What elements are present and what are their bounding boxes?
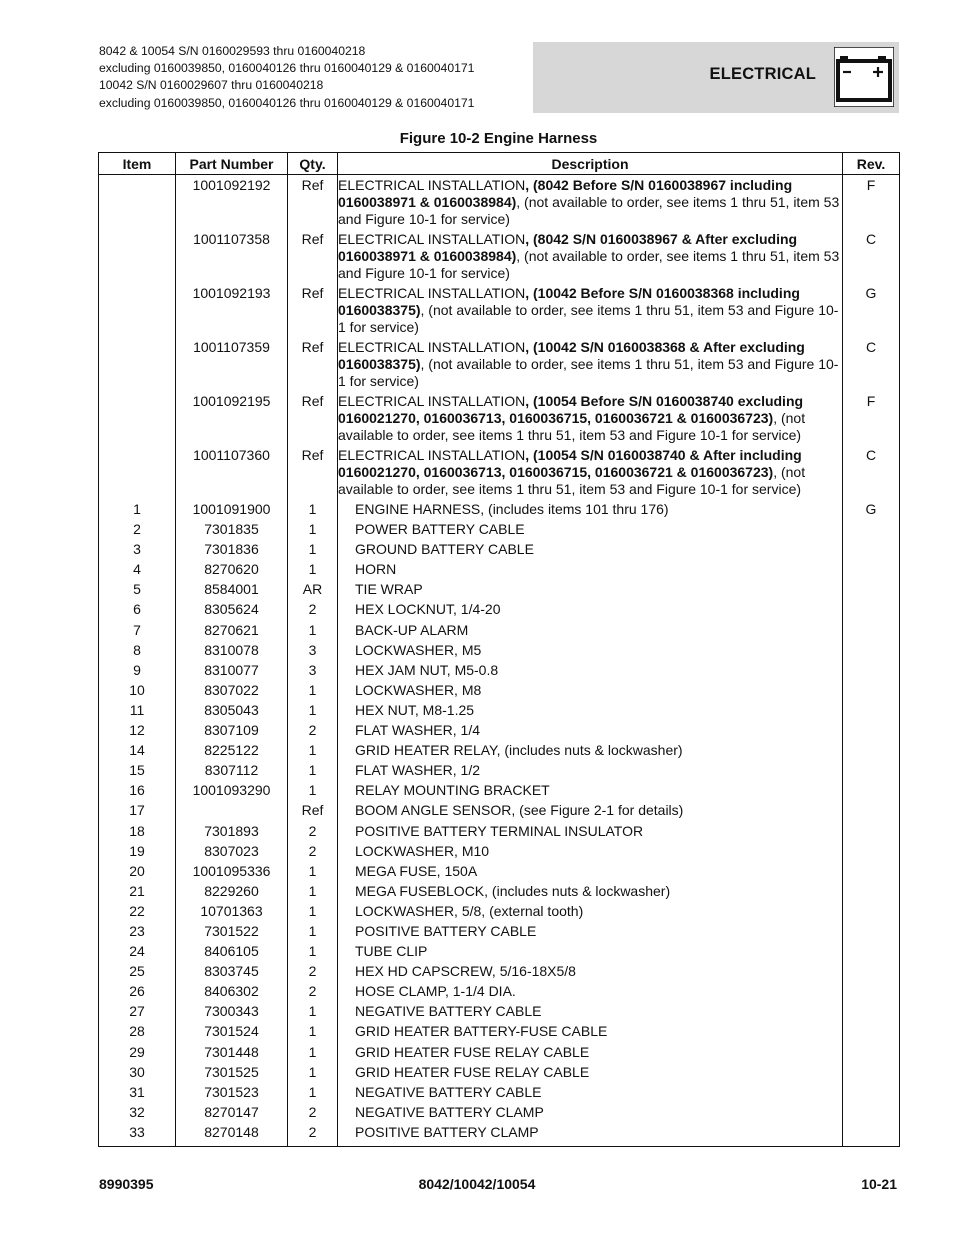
table-row <box>99 961 900 981</box>
description-cell: LOCKWASHER, M8 <box>338 680 843 700</box>
description-cell <box>338 175 843 230</box>
table-row <box>99 901 900 921</box>
table-row <box>99 640 900 660</box>
item-cell: 9 <box>99 660 176 680</box>
description-cell: GRID HEATER RELAY, (includes nuts & lockwasher) <box>338 740 843 760</box>
serial-condition: , (10054 Before S/N 0160038740 excluding 0160021270, 0160036713, 0160036715, 0160036721 & 0160036723) <box>338 393 804 426</box>
qty-cell: 2 <box>288 1102 338 1122</box>
part-number-cell: 8270148 <box>176 1122 288 1147</box>
table-row <box>99 700 900 720</box>
item-cell: 5 <box>99 579 176 599</box>
description-cell: ENGINE HARNESS, (includes items 101 thru 176) <box>338 499 843 519</box>
qty-cell: 1 <box>288 539 338 559</box>
qty-cell: 1 <box>288 1021 338 1041</box>
serial-line: excluding 0160039850, 0160040126 thru 0160040129 & 0160040171 <box>99 95 475 110</box>
serial-condition: , (8042 Before S/N 0160038967 including 0160038971 & 0160038984) <box>338 177 793 210</box>
item-cell: 27 <box>99 1001 176 1021</box>
qty-cell: Ref <box>288 283 338 337</box>
service-note: , (not available to order, see items 1 thru 51, item 53 and Figure 10-1 for service) <box>338 356 839 389</box>
part-number-cell: 1001107358 <box>176 229 288 283</box>
part-number-cell: 1001092192 <box>176 175 288 230</box>
table-row <box>99 499 900 519</box>
description-cell: TUBE CLIP <box>338 941 843 961</box>
table-row <box>99 1122 900 1147</box>
part-number-cell: 1001091900 <box>176 499 288 519</box>
rev-cell <box>843 640 900 660</box>
part-number-cell: 7301836 <box>176 539 288 559</box>
part-number-cell: 1001107359 <box>176 337 288 391</box>
document-number: 8990395 <box>99 1176 154 1192</box>
description-cell: HEX HD CAPSCREW, 5/16-18X5/8 <box>338 961 843 981</box>
serial-line: 10042 S/N 0160029607 thru 0160040218 <box>99 78 324 93</box>
description-text: ELECTRICAL INSTALLATION <box>338 231 526 247</box>
qty-cell: Ref <box>288 175 338 230</box>
item-cell: 25 <box>99 961 176 981</box>
qty-cell: 2 <box>288 599 338 619</box>
serial-condition: , (10054 S/N 0160038740 & After including 0160021270, 0160036713, 0160036715, 0160036721 & 0160036723) <box>338 447 802 480</box>
service-note: , (not available to order, see items 1 thru 51, item 53 and Figure 10-1 for service) <box>338 410 806 443</box>
table-row <box>99 445 900 499</box>
column-header-part-number: Part Number <box>176 153 288 175</box>
description-cell <box>338 391 843 445</box>
item-cell: 29 <box>99 1042 176 1062</box>
item-cell <box>99 445 176 499</box>
table-row <box>99 1021 900 1041</box>
item-cell: 31 <box>99 1082 176 1102</box>
part-number-cell <box>176 800 288 820</box>
table-row <box>99 175 900 230</box>
item-cell: 30 <box>99 1062 176 1082</box>
description-text: ELECTRICAL INSTALLATION <box>338 339 526 355</box>
description-cell: POSITIVE BATTERY TERMINAL INSULATOR <box>338 821 843 841</box>
part-number-cell: 8406105 <box>176 941 288 961</box>
rev-cell <box>843 700 900 720</box>
rev-cell: F <box>843 175 900 230</box>
table-row <box>99 539 900 559</box>
qty-cell: 3 <box>288 640 338 660</box>
part-number-cell: 8229260 <box>176 881 288 901</box>
part-number-cell: 8270147 <box>176 1102 288 1122</box>
qty-cell: 2 <box>288 720 338 740</box>
item-cell: 19 <box>99 841 176 861</box>
item-cell: 1 <box>99 499 176 519</box>
table-row <box>99 760 900 780</box>
part-number-cell: 7301525 <box>176 1062 288 1082</box>
model-numbers: 8042/10042/10054 <box>418 1176 536 1192</box>
description-cell <box>338 445 843 499</box>
qty-cell: 1 <box>288 921 338 941</box>
description-cell: HEX NUT, M8-1.25 <box>338 700 843 720</box>
qty-cell: 1 <box>288 1062 338 1082</box>
qty-cell: 1 <box>288 700 338 720</box>
description-cell: MEGA FUSE, 150A <box>338 861 843 881</box>
item-cell: 15 <box>99 760 176 780</box>
parts-table-body <box>99 175 900 1147</box>
rev-cell <box>843 1122 900 1147</box>
qty-cell: 1 <box>288 620 338 640</box>
part-number-cell: 10701363 <box>176 901 288 921</box>
rev-cell <box>843 961 900 981</box>
description-cell: RELAY MOUNTING BRACKET <box>338 780 843 800</box>
rev-cell: C <box>843 229 900 283</box>
rev-cell <box>843 720 900 740</box>
rev-cell <box>843 981 900 1001</box>
description-cell: NEGATIVE BATTERY CABLE <box>338 1001 843 1021</box>
item-cell <box>99 283 176 337</box>
table-row <box>99 861 900 881</box>
rev-cell <box>843 901 900 921</box>
qty-cell: 1 <box>288 559 338 579</box>
description-cell <box>338 283 843 337</box>
part-number-cell: 7301524 <box>176 1021 288 1041</box>
description-text: ELECTRICAL INSTALLATION <box>338 285 526 301</box>
part-number-cell: 8303745 <box>176 961 288 981</box>
part-number-cell: 1001092195 <box>176 391 288 445</box>
item-cell <box>99 229 176 283</box>
item-cell: 24 <box>99 941 176 961</box>
qty-cell: 1 <box>288 881 338 901</box>
rev-cell <box>843 680 900 700</box>
description-cell: GRID HEATER BATTERY-FUSE CABLE <box>338 1021 843 1041</box>
description-cell <box>338 229 843 283</box>
table-row <box>99 283 900 337</box>
serial-line: excluding 0160039850, 0160040126 thru 0160040129 & 0160040171 <box>99 61 475 76</box>
part-number-cell: 8307109 <box>176 720 288 740</box>
table-row <box>99 1082 900 1102</box>
rev-cell <box>843 1102 900 1122</box>
item-cell: 14 <box>99 740 176 760</box>
part-number-cell: 8270620 <box>176 559 288 579</box>
rev-cell <box>843 881 900 901</box>
rev-cell <box>843 841 900 861</box>
table-row <box>99 821 900 841</box>
rev-cell <box>843 921 900 941</box>
description-cell: GRID HEATER FUSE RELAY CABLE <box>338 1062 843 1082</box>
qty-cell: 1 <box>288 901 338 921</box>
table-row <box>99 337 900 391</box>
description-text: ELECTRICAL INSTALLATION <box>338 447 526 463</box>
description-cell: FLAT WASHER, 1/4 <box>338 720 843 740</box>
part-number-cell: 7301448 <box>176 1042 288 1062</box>
description-cell: POWER BATTERY CABLE <box>338 519 843 539</box>
description-cell: BACK-UP ALARM <box>338 620 843 640</box>
part-number-cell: 7301523 <box>176 1082 288 1102</box>
item-cell: 32 <box>99 1102 176 1122</box>
description-cell: LOCKWASHER, M5 <box>338 640 843 660</box>
description-text: ELECTRICAL INSTALLATION <box>338 393 526 409</box>
rev-cell <box>843 800 900 820</box>
table-row <box>99 1001 900 1021</box>
description-cell: GRID HEATER FUSE RELAY CABLE <box>338 1042 843 1062</box>
item-cell: 23 <box>99 921 176 941</box>
service-note: , (not available to order, see items 1 thru 51, item 53 and Figure 10-1 for service) <box>338 248 840 281</box>
table-row <box>99 740 900 760</box>
description-cell: NEGATIVE BATTERY CLAMP <box>338 1102 843 1122</box>
qty-cell: 1 <box>288 1082 338 1102</box>
rev-cell <box>843 519 900 539</box>
qty-cell: 1 <box>288 941 338 961</box>
description-cell: POSITIVE BATTERY CABLE <box>338 921 843 941</box>
item-cell: 10 <box>99 680 176 700</box>
qty-cell: 2 <box>288 1122 338 1147</box>
rev-cell <box>843 740 900 760</box>
item-cell: 12 <box>99 720 176 740</box>
description-cell: POSITIVE BATTERY CLAMP <box>338 1122 843 1147</box>
part-number-cell: 7300343 <box>176 1001 288 1021</box>
rev-cell <box>843 760 900 780</box>
parts-table <box>98 152 900 1147</box>
rev-cell: G <box>843 283 900 337</box>
table-row <box>99 391 900 445</box>
qty-cell: 2 <box>288 961 338 981</box>
part-number-cell: 8307022 <box>176 680 288 700</box>
item-cell: 11 <box>99 700 176 720</box>
description-cell: LOCKWASHER, 5/8, (external tooth) <box>338 901 843 921</box>
rev-cell <box>843 660 900 680</box>
service-note: , (not available to order, see items 1 thru 51, item 53 and Figure 10-1 for service) <box>338 464 806 497</box>
item-cell: 6 <box>99 599 176 619</box>
rev-cell <box>843 780 900 800</box>
column-header-rev: Rev. <box>843 153 900 175</box>
table-header-row <box>99 153 900 175</box>
item-cell: 2 <box>99 519 176 539</box>
part-number-cell: 8270621 <box>176 620 288 640</box>
serial-condition: , (8042 S/N 0160038967 & After excluding 0160038971 & 0160038984) <box>338 231 798 264</box>
part-number-cell: 8406302 <box>176 981 288 1001</box>
description-cell: LOCKWASHER, M10 <box>338 841 843 861</box>
part-number-cell: 8310077 <box>176 660 288 680</box>
rev-cell <box>843 941 900 961</box>
qty-cell: 1 <box>288 519 338 539</box>
item-cell <box>99 175 176 230</box>
description-cell: HEX LOCKNUT, 1/4-20 <box>338 599 843 619</box>
qty-cell: 1 <box>288 861 338 881</box>
column-header-item: Item <box>99 153 176 175</box>
item-cell: 21 <box>99 881 176 901</box>
section-title: ELECTRICAL <box>709 65 816 83</box>
item-cell: 28 <box>99 1021 176 1041</box>
qty-cell: 1 <box>288 760 338 780</box>
part-number-cell: 7301893 <box>176 821 288 841</box>
item-cell: 8 <box>99 640 176 660</box>
rev-cell: C <box>843 445 900 499</box>
serial-number-range <box>99 43 474 112</box>
rev-cell: G <box>843 499 900 519</box>
serial-condition: , (10042 S/N 0160038368 & After excluding 0160038375) <box>338 339 805 372</box>
qty-cell: AR <box>288 579 338 599</box>
description-cell: HOSE CLAMP, 1-1/4 DIA. <box>338 981 843 1001</box>
table-row <box>99 1102 900 1122</box>
table-row <box>99 660 900 680</box>
table-row <box>99 1042 900 1062</box>
item-cell: 26 <box>99 981 176 1001</box>
qty-cell: Ref <box>288 800 338 820</box>
figure-title: Figure 10-2 Engine Harness <box>399 130 598 147</box>
qty-cell: 1 <box>288 499 338 519</box>
description-cell: TIE WRAP <box>338 579 843 599</box>
table-row <box>99 780 900 800</box>
description-cell: FLAT WASHER, 1/2 <box>338 760 843 780</box>
column-header-qty: Qty. <box>288 153 338 175</box>
service-note: , (not available to order, see items 1 thru 51, item 53 and Figure 10-1 for service) <box>338 302 839 335</box>
table-row <box>99 881 900 901</box>
part-number-cell: 8225122 <box>176 740 288 760</box>
table-row <box>99 921 900 941</box>
table-row <box>99 1062 900 1082</box>
table-row <box>99 559 900 579</box>
part-number-cell: 8305043 <box>176 700 288 720</box>
qty-cell: 2 <box>288 981 338 1001</box>
serial-condition: , (10042 Before S/N 0160038368 including 0160038375) <box>338 285 800 318</box>
rev-cell: F <box>843 391 900 445</box>
table-row <box>99 579 900 599</box>
service-note: , (not available to order, see items 1 thru 51, item 53 and Figure 10-1 for service) <box>338 194 840 227</box>
rev-cell <box>843 1001 900 1021</box>
part-number-cell: 7301835 <box>176 519 288 539</box>
rev-cell <box>843 1042 900 1062</box>
item-cell: 17 <box>99 800 176 820</box>
rev-cell <box>843 861 900 881</box>
item-cell: 20 <box>99 861 176 881</box>
table-row <box>99 680 900 700</box>
rev-cell <box>843 559 900 579</box>
part-number-cell: 1001107360 <box>176 445 288 499</box>
part-number-cell: 8307112 <box>176 760 288 780</box>
qty-cell: Ref <box>288 229 338 283</box>
item-cell: 3 <box>99 539 176 559</box>
qty-cell: 1 <box>288 740 338 760</box>
rev-cell <box>843 821 900 841</box>
item-cell: 18 <box>99 821 176 841</box>
description-cell: HEX JAM NUT, M5-0.8 <box>338 660 843 680</box>
qty-cell: 1 <box>288 1042 338 1062</box>
description-text: ELECTRICAL INSTALLATION <box>338 177 526 193</box>
table-row <box>99 620 900 640</box>
part-number-cell: 8584001 <box>176 579 288 599</box>
battery-icon <box>834 47 894 107</box>
table-row <box>99 229 900 283</box>
qty-cell: 3 <box>288 660 338 680</box>
rev-cell <box>843 539 900 559</box>
part-number-cell: 8307023 <box>176 841 288 861</box>
rev-cell <box>843 579 900 599</box>
qty-cell: Ref <box>288 445 338 499</box>
table-row <box>99 599 900 619</box>
part-number-cell: 7301522 <box>176 921 288 941</box>
description-cell: BOOM ANGLE SENSOR, (see Figure 2-1 for details) <box>338 800 843 820</box>
part-number-cell: 1001093290 <box>176 780 288 800</box>
column-header-description: Description <box>338 153 843 175</box>
description-cell: GROUND BATTERY CABLE <box>338 539 843 559</box>
part-number-cell: 1001095336 <box>176 861 288 881</box>
item-cell: 22 <box>99 901 176 921</box>
serial-line: 8042 & 10054 S/N 0160029593 thru 0160040218 <box>99 44 366 58</box>
qty-cell: Ref <box>288 337 338 391</box>
qty-cell: Ref <box>288 391 338 445</box>
part-number-cell: 1001092193 <box>176 283 288 337</box>
table-row <box>99 720 900 740</box>
description-cell: NEGATIVE BATTERY CABLE <box>338 1082 843 1102</box>
rev-cell <box>843 1021 900 1041</box>
item-cell: 7 <box>99 620 176 640</box>
rev-cell <box>843 620 900 640</box>
qty-cell: 1 <box>288 780 338 800</box>
item-cell: 33 <box>99 1122 176 1147</box>
description-cell: MEGA FUSEBLOCK, (includes nuts & lockwasher) <box>338 881 843 901</box>
part-number-cell: 8310078 <box>176 640 288 660</box>
page-number: 10-21 <box>861 1176 897 1192</box>
table-row <box>99 941 900 961</box>
table-row <box>99 519 900 539</box>
item-cell <box>99 391 176 445</box>
table-row <box>99 841 900 861</box>
rev-cell <box>843 599 900 619</box>
rev-cell: C <box>843 337 900 391</box>
description-cell: HORN <box>338 559 843 579</box>
rev-cell <box>843 1082 900 1102</box>
part-number-cell: 8305624 <box>176 599 288 619</box>
table-row <box>99 800 900 820</box>
qty-cell: 1 <box>288 680 338 700</box>
qty-cell: 1 <box>288 1001 338 1021</box>
table-row <box>99 981 900 1001</box>
description-cell <box>338 337 843 391</box>
section-header <box>533 42 899 113</box>
qty-cell: 2 <box>288 821 338 841</box>
item-cell <box>99 337 176 391</box>
item-cell: 16 <box>99 780 176 800</box>
qty-cell: 2 <box>288 841 338 861</box>
rev-cell <box>843 1062 900 1082</box>
item-cell: 4 <box>99 559 176 579</box>
